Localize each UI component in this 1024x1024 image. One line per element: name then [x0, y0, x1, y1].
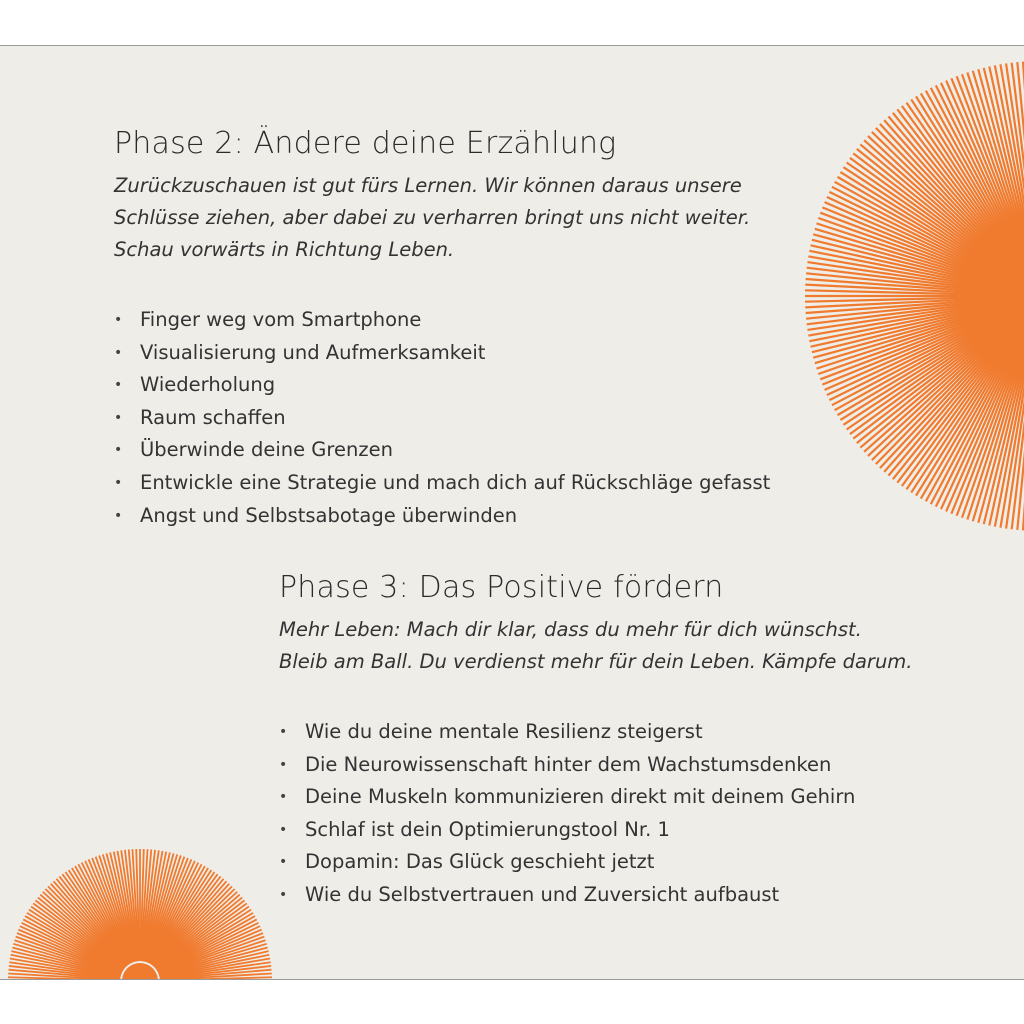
list-item: • Wiederholung	[114, 369, 794, 402]
list-item: • Finger weg vom Smartphone	[114, 304, 794, 337]
list-item: • Schlaf ist dein Optimierungstool Nr. 1	[279, 814, 979, 847]
phase-2-intro	[114, 170, 794, 266]
list-item: • Dopamin: Das Glück geschieht jetzt	[279, 846, 979, 879]
phase-2-intro-line: Schlüsse ziehen, aber dabei zu verharren bringt uns nicht weiter.	[114, 206, 751, 229]
phase-2-section	[114, 124, 794, 532]
phase-2-title: Phase 2: Ändere deine Erzählung	[114, 126, 617, 161]
phase-3-intro-line: Bleib am Ball. Du verdienst mehr für dein Leben. Kämpfe darum.	[279, 650, 913, 673]
list-item: • Visualisierung und Aufmerksamkeit	[114, 337, 794, 370]
phase-2-intro-line: Zurückzuschauen ist gut fürs Lernen. Wir können daraus unsere	[114, 174, 742, 197]
list-item: • Deine Muskeln kommunizieren direkt mit deinem Gehirn	[279, 781, 979, 814]
phase-3-intro	[279, 614, 979, 678]
list-item: • Die Neurowissenschaft hinter dem Wachstumsdenken	[279, 749, 979, 782]
sunburst-right-icon	[780, 46, 1024, 546]
phase-2-intro-line: Schau vorwärts in Richtung Leben.	[114, 238, 455, 261]
list-item: • Angst und Selbstsabotage überwinden	[114, 500, 794, 533]
sunburst-bottom-icon	[0, 826, 300, 980]
phase-2-list	[114, 304, 794, 532]
list-item: • Überwinde deine Grenzen	[114, 434, 794, 467]
list-item: • Raum schaffen	[114, 402, 794, 435]
phase-3-list	[279, 716, 979, 912]
phase-3-intro-line: Mehr Leben: Mach dir klar, dass du mehr für dich wünschst.	[279, 618, 862, 641]
list-item: • Entwickle eine Strategie und mach dich auf Rückschläge gefasst	[114, 467, 794, 500]
phase-3-title: Phase 3: Das Positive fördern	[279, 570, 724, 605]
list-item: • Wie du deine mentale Resilienz steigerst	[279, 716, 979, 749]
list-item: • Wie du Selbstvertrauen und Zuversicht aufbaust	[279, 879, 979, 912]
page	[0, 45, 1024, 980]
phase-3-section	[279, 568, 979, 912]
